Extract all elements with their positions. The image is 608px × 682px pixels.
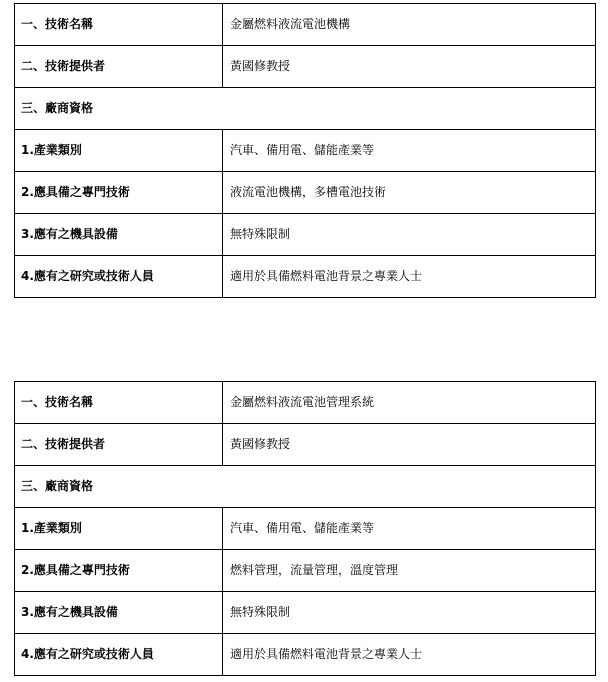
- table-row: [15, 214, 596, 256]
- required-equipment-value: 無特殊限制: [223, 214, 596, 256]
- tech-provider-label: 二、技術提供者: [15, 46, 223, 88]
- required-equipment-label: 3.應有之機具設備: [15, 592, 223, 634]
- table-row: [15, 592, 596, 634]
- table-row: [15, 508, 596, 550]
- table-row: [15, 466, 596, 508]
- required-personnel-label: 4.應有之研究或技術人員: [15, 256, 223, 298]
- required-equipment-label: 3.應有之機具設備: [15, 214, 223, 256]
- table-row: [15, 130, 596, 172]
- table-row: [15, 424, 596, 466]
- required-equipment-value: 無特殊限制: [223, 592, 596, 634]
- vendor-qualification-heading: 三、廠商資格: [15, 88, 596, 130]
- required-expertise-label: 2.應具備之專門技術: [15, 172, 223, 214]
- industry-category-value: 汽車、備用電、儲能產業等: [223, 130, 596, 172]
- required-personnel-label: 4.應有之研究或技術人員: [15, 634, 223, 676]
- tech-spec-table-1: [14, 3, 596, 298]
- tech-provider-label: 二、技術提供者: [15, 424, 223, 466]
- tech-provider-value: 黃國修教授: [223, 46, 596, 88]
- tech-provider-value: 黃國修教授: [223, 424, 596, 466]
- table-row: [15, 382, 596, 424]
- required-expertise-value: 燃料管理，流量管理，溫度管理: [223, 550, 596, 592]
- table-row: [15, 256, 596, 298]
- table-row: [15, 172, 596, 214]
- table-row: [15, 88, 596, 130]
- table-row: [15, 4, 596, 46]
- tech-spec-table-2: [14, 381, 596, 676]
- tech-name-label: 一、技術名稱: [15, 4, 223, 46]
- table-row: [15, 634, 596, 676]
- industry-category-label: 1.產業類別: [15, 508, 223, 550]
- vendor-qualification-heading: 三、廠商資格: [15, 466, 596, 508]
- table-row: [15, 46, 596, 88]
- tech-name-value: 金屬燃料液流電池管理系統: [223, 382, 596, 424]
- industry-category-label: 1.產業類別: [15, 130, 223, 172]
- required-expertise-value: 液流電池機構，多槽電池技術: [223, 172, 596, 214]
- required-expertise-label: 2.應具備之專門技術: [15, 550, 223, 592]
- required-personnel-value: 適用於具備燃料電池背景之專業人士: [223, 634, 596, 676]
- tech-name-value: 金屬燃料液流電池機構: [223, 4, 596, 46]
- tech-name-label: 一、技術名稱: [15, 382, 223, 424]
- table-row: [15, 550, 596, 592]
- required-personnel-value: 適用於具備燃料電池背景之專業人士: [223, 256, 596, 298]
- industry-category-value: 汽車、備用電、儲能產業等: [223, 508, 596, 550]
